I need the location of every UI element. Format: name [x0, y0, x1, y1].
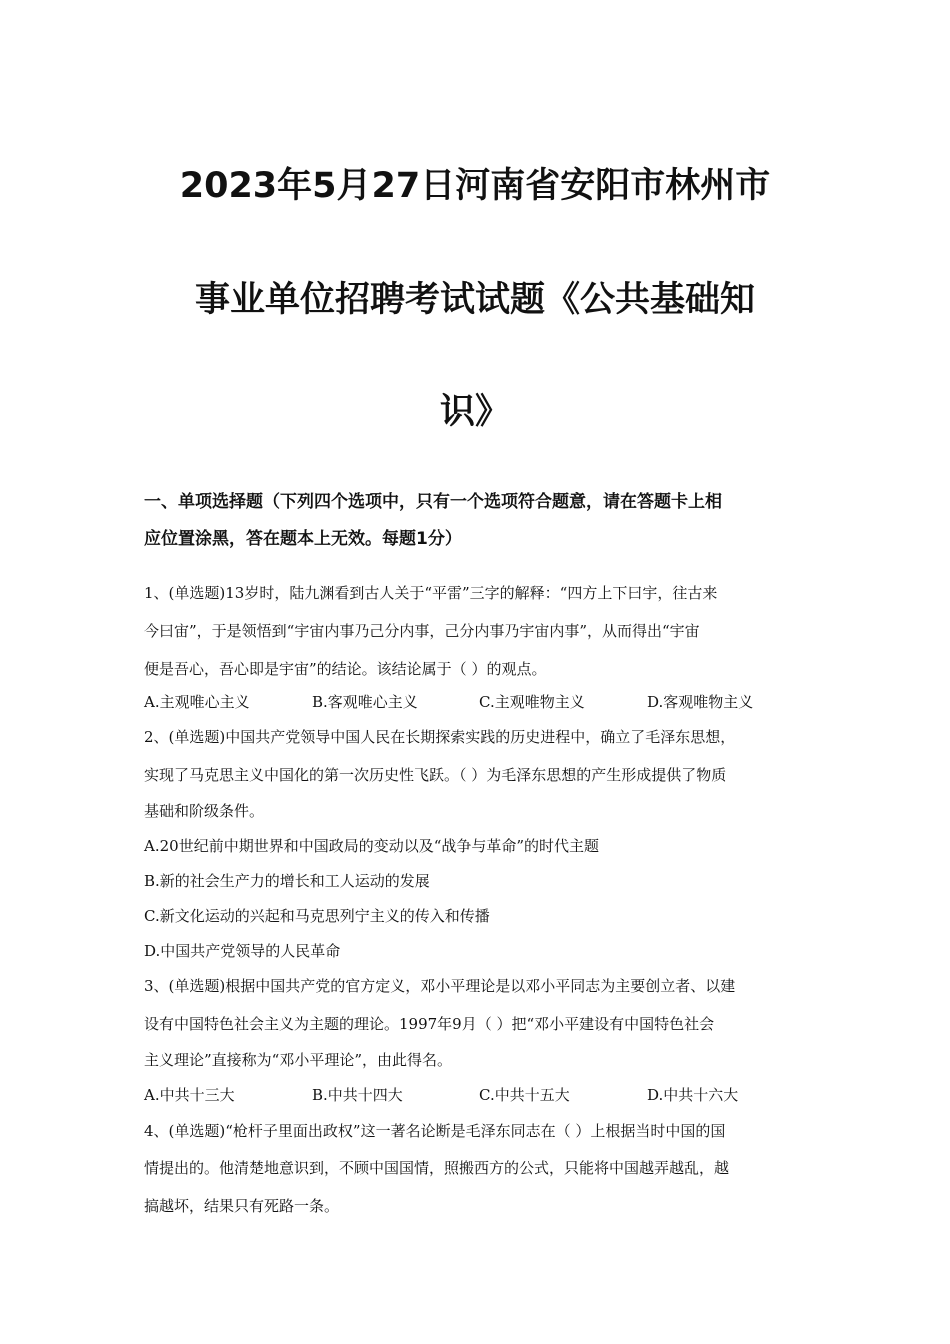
- question-1-option-a: A.主观唯心主义: [144, 693, 250, 711]
- question-1-text-line-1: 1、(单选题)13岁时，陆九渊看到古人关于“平雷”三字的解释：“四方上下曰宇，往古来: [144, 584, 718, 602]
- question-2-text-line-3: 基础和阶级条件。: [144, 802, 265, 820]
- question-3-option-c: C.中共十五大: [479, 1086, 570, 1104]
- document-title-line-1: 2023年5月27日河南省安阳市林州市: [179, 166, 771, 206]
- question-3-text-line-2: 设有中国特色社会主义为主题的理论。1997年9月（ ）把“邓小平建设有中国特色社会: [144, 1015, 715, 1033]
- question-3-text-line-1: 3、(单选题)根据中国共产党的官方定义，邓小平理论是以邓小平同志为主要创立者、以建: [144, 977, 736, 995]
- question-2-text-line-1: 2、(单选题)中国共产党领导中国人民在长期探索实践的历史进程中，确立了毛泽东思想，: [144, 728, 736, 746]
- question-4-text-line-2: 情提出的。他清楚地意识到，不顾中国国情，照搬西方的公式，只能将中国越弄越乱，越: [144, 1159, 730, 1177]
- section-heading-line-2: 应位置涂黑，答在题本上无效。每题1分）: [144, 529, 462, 549]
- question-1-text-line-2: 今曰宙”，于是领悟到“宇宙内事乃己分内事，己分内事乃宇宙内事”，从而得出“宇宙: [144, 622, 700, 640]
- question-2-option-d: D.中国共产党领导的人民革命: [144, 942, 341, 960]
- question-2-option-a: A.20世纪前中期世界和中国政局的变动以及“战争与革命”的时代主题: [144, 837, 600, 855]
- question-1-text-line-3: 便是吾心，吾心即是宇宙”的结论。该结论属于（ ）的观点。: [144, 660, 547, 678]
- document-title-line-2: 事业单位招聘考试试题《公共基础知: [194, 280, 755, 320]
- question-4-text-line-1: 4、(单选题)“枪杆子里面出政权”这一著名论断是毛泽东同志在（ ）上根据当时中国的国: [144, 1122, 726, 1140]
- question-2-option-b: B.新的社会生产力的增长和工人运动的发展: [144, 872, 430, 890]
- document-title-line-3: 识》: [439, 392, 510, 432]
- question-3-option-b: B.中共十四大: [312, 1086, 403, 1104]
- question-1-option-c: C.主观唯物主义: [479, 693, 585, 711]
- question-2-text-line-2: 实现了马克思主义中国化的第一次历史性飞跃。（ ）为毛泽东思想的产生形成提供了物质: [144, 766, 727, 784]
- question-3-text-line-3: 主义理论”直接称为“邓小平理论”，由此得名。: [144, 1051, 453, 1069]
- question-1-option-b: B.客观唯心主义: [312, 693, 418, 711]
- section-heading-line-1: 一、单项选择题（下列四个选项中，只有一个选项符合题意，请在答题卡上相: [144, 492, 722, 512]
- question-3-option-d: D.中共十六大: [647, 1086, 739, 1104]
- question-4-text-line-3: 搞越坏，结果只有死路一条。: [144, 1197, 340, 1215]
- question-1-option-d: D.客观唯物主义: [647, 693, 754, 711]
- question-3-option-a: A.中共十三大: [144, 1086, 235, 1104]
- question-2-option-c: C.新文化运动的兴起和马克思列宁主义的传入和传播: [144, 907, 490, 925]
